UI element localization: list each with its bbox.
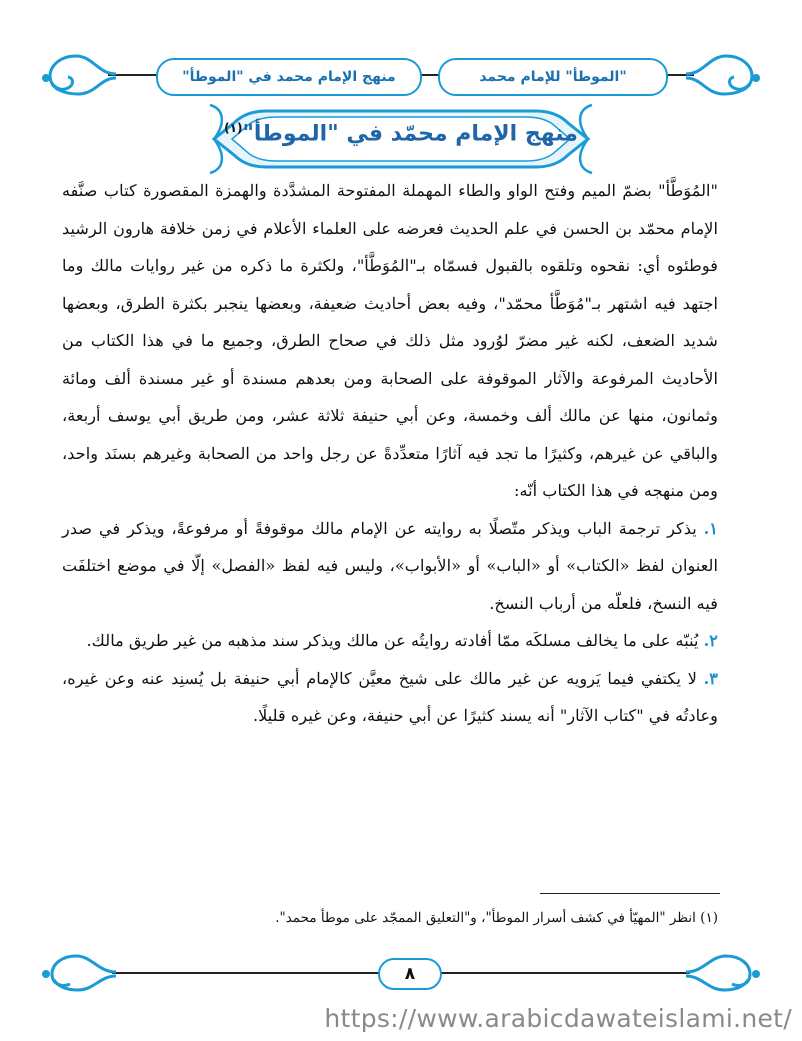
page-title-text: منهج الإمام محمّد في "الموطأ" [242, 121, 578, 147]
footnote: (١) انظر "المهيّأ في كشف أسرار الموطأ"، و"التعليق الممجّد على موطأ محمد". [275, 910, 718, 926]
header-chapter-label: منهج الإمام محمد في "الموطأ" [156, 58, 422, 96]
footer-left-ornament-icon [38, 952, 118, 994]
list-item-text: يذكر ترجمة الباب ويذكر متّصلًا به روايته عن الإمام مالك موقوفةً أو مرفوعةً، ويذكر في صدر العنوان لفظ «الكتاب» أو «الباب» أو «الأبواب»، وليس فيه لفظ «الفصل» إلّا في موضع اختلفَت فيه النسخ، فلعلّه من أرباب النسخ. [62, 518, 718, 613]
intro-paragraph: "المُوَطَّأ" بضمّ الميم وفتح الواو والطاء المهملة المفتوحة المشدَّدة والهمزة المقصورة كتاب صنَّفه الإمام محمّد بن الحسن في علم الحديث فعرضه على العلماء الأعلام في زمن خلافة هارون الرشيد فوطئوه أي: نقحوه وتلقوه بالقبول فسمّاه بـ"المُوَطَّأ"، ولكثرة ما ذكره من غير روايات مالك وما اجتهد فيه اشتهر بـ"مُوَطَّأ محمّد"، وفيه بعض أحاديث ضعيفة، وبعضها ينجبر بكثرة الطرق، وبعضها شديد الضعف، لكنه غير مضرّ لوُرود مثل ذلك في صحاح الطرق، وجميع ما في هذا الكتاب من الأحاديث المرفوعة والآثار الموقوفة على الصحابة ومن بعدهم مسندة أو غير مسندة ألف ومائة وثمانون، منها عن مالك ألف وخمسة، وعن أبي حنيفة ثلاثة عشر، ومن طريق أبي يوسف أربعة، والباقي عن غيرهم، وكثيرًا ما تجد فيه آثارًا متعدِّدةً عن رجل واحد من الصحابة وغيرهم بسنَد واحد، ومن منهجه في هذا الكتاب أنّه: [62, 181, 718, 500]
footer-right-ornament-icon [684, 952, 764, 994]
list-item-number: ٣. [703, 668, 718, 688]
page-footer [38, 952, 764, 994]
watermark-url: https://www.arabicdawateislami.net/ [324, 1004, 792, 1033]
left-ornament-icon [38, 48, 118, 100]
header-book-label: "الموطأ" للإمام محمد [438, 58, 668, 96]
list-item-number: ٢. [703, 631, 718, 650]
footnote-rule [540, 893, 720, 894]
body-text [62, 172, 718, 735]
page-title [206, 121, 596, 146]
list-item-text: لا يكتفي فيما يَرويه عن غير مالك على شيخ معيَّن كالإمام أبي حنيفة بل يُسنِد عنه وعن غيره، وعادتُه في "كتاب الآثار" أنه يسند كثيرًا عن أبي حنيفة، وعن غيره قليلًا. [62, 668, 718, 725]
list-item [62, 622, 718, 660]
list-item-text: يُنبّه على ما يخالف مسلكَه ممّا أفادته روايتُه عن مالك ويذكر سند مذهبه من غير طريق مالك. [86, 631, 699, 650]
page-header [38, 44, 764, 102]
list-item-number: ١. [703, 518, 718, 538]
title-banner [206, 103, 596, 175]
list-item [62, 660, 718, 735]
right-ornament-icon [684, 48, 764, 100]
list-item [62, 510, 718, 623]
page-number: ٨ [378, 958, 442, 990]
title-footnote-ref: (١) [224, 121, 243, 135]
